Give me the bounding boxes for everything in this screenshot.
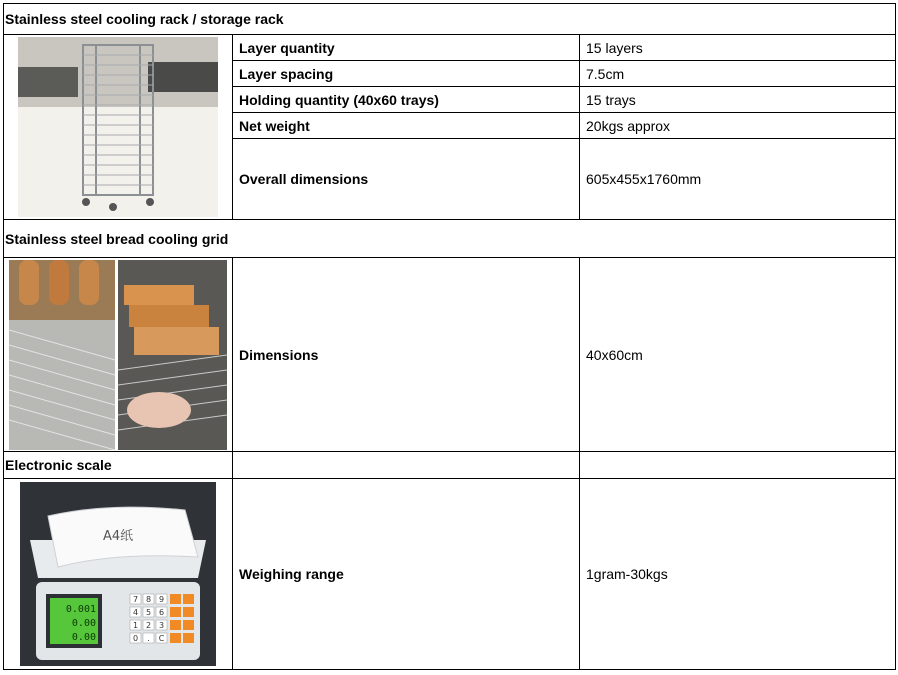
spec-value: 20kgs approx bbox=[580, 113, 896, 139]
scale-key: 8 bbox=[145, 595, 152, 604]
scale-display-line: 0.00 bbox=[71, 618, 96, 629]
cooling-rack-photo-cell bbox=[4, 35, 233, 220]
spec-label: Holding quantity (40x60 trays) bbox=[233, 87, 580, 113]
electronic-scale-photo-cell bbox=[4, 479, 233, 670]
scale-key: 9 bbox=[158, 595, 165, 604]
scale-display-line: 0.001 bbox=[65, 604, 96, 615]
empty-cell bbox=[580, 452, 896, 479]
scale-key: 0 bbox=[132, 634, 139, 643]
scale-key: 6 bbox=[158, 608, 165, 617]
spec-value: 15 layers bbox=[580, 35, 896, 61]
cooling-rack-photo bbox=[18, 37, 218, 217]
scale-display-line: 0.00 bbox=[71, 632, 96, 643]
electronic-scale-photo bbox=[20, 482, 216, 666]
product-spec-table bbox=[3, 3, 896, 670]
cooling-grid-photo-cell bbox=[4, 258, 233, 452]
empty-cell bbox=[233, 452, 580, 479]
scale-key: 2 bbox=[145, 621, 152, 630]
section-header-row bbox=[4, 220, 896, 258]
spec-row bbox=[4, 479, 896, 670]
spec-label: Overall dimensions bbox=[233, 139, 580, 220]
spec-value: 15 trays bbox=[580, 87, 896, 113]
paper-label: A4纸 bbox=[103, 529, 134, 544]
section-title: Stainless steel bread cooling grid bbox=[4, 220, 896, 258]
spec-label: Layer spacing bbox=[233, 61, 580, 87]
section-header-row bbox=[4, 4, 896, 35]
scale-key: 3 bbox=[158, 621, 165, 630]
spec-value: 40x60cm bbox=[580, 258, 896, 452]
scale-key: 1 bbox=[132, 621, 139, 630]
spec-label: Layer quantity bbox=[233, 35, 580, 61]
scale-key: . bbox=[147, 634, 150, 643]
scale-key: C bbox=[158, 634, 165, 643]
spec-value: 605x455x1760mm bbox=[580, 139, 896, 220]
spec-value: 7.5cm bbox=[580, 61, 896, 87]
spec-label: Dimensions bbox=[233, 258, 580, 452]
scale-key: 4 bbox=[132, 608, 139, 617]
section-title: Stainless steel cooling rack / storage rack bbox=[4, 4, 896, 35]
section-header-row bbox=[4, 452, 896, 479]
spec-row bbox=[4, 258, 896, 452]
scale-key: 5 bbox=[145, 608, 152, 617]
spec-row bbox=[4, 35, 896, 61]
cooling-grid-photo bbox=[9, 260, 227, 450]
spec-label: Weighing range bbox=[233, 479, 580, 670]
spec-value: 1gram-30kgs bbox=[580, 479, 896, 670]
section-title: Electronic scale bbox=[4, 452, 233, 479]
scale-key: 7 bbox=[132, 595, 139, 604]
spec-label: Net weight bbox=[233, 113, 580, 139]
